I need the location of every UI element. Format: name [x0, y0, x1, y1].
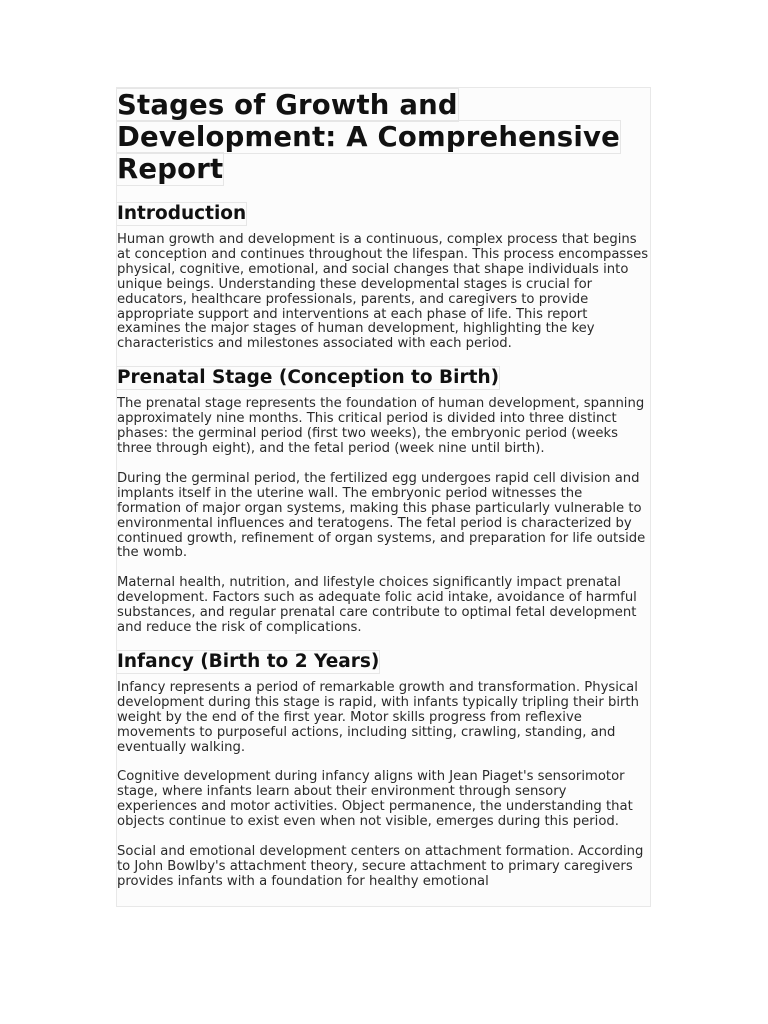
section-prenatal-stage [117, 367, 650, 636]
document-page [116, 87, 651, 907]
paragraph: Maternal health, nutrition, and lifestyle choices significantly impact prenatal development. Factors such as adequate folic acid intake, avoidance of harmful substances, and regular prenatal care contribute to optimal fetal development and reduce the risk of complications. [117, 575, 637, 636]
paragraph: Social and emotional development centers on attachment formation. According to John Bowlby's attachment theory, secure attachment to primary caregivers provides infants with a foundation for healthy emotional [117, 844, 644, 889]
document-title-line: Development: A Comprehensive [117, 121, 620, 153]
section-heading: Prenatal Stage (Conception to Birth) [117, 367, 500, 389]
section-heading: Infancy (Birth to 2 Years) [117, 650, 380, 672]
section-introduction [117, 203, 650, 352]
paragraph: Cognitive development during infancy aligns with Jean Piaget's sensorimotor stage, where infants learn about their environment through sensory experiences and motor activities. Object permanence, the understanding that objects continue to exist even when not visible, emerges during this period. [117, 769, 633, 830]
paragraph: The prenatal stage represents the foundation of human development, spanning approximately nine months. This critical period is divided into three distinct phases: the germinal period (first two weeks), the embryonic period (weeks three through eight), and the fetal period (week nine until birth). [117, 396, 645, 456]
section-heading: Introduction [117, 203, 247, 224]
document-title-line: Report [117, 153, 224, 185]
document-title [117, 89, 650, 185]
paragraph: During the germinal period, the fertilized egg undergoes rapid cell division and implants itself in the uterine wall. The embryonic period witnesses the formation of major organ systems, making this phase particularly vulnerable to environmental influences and teratogens. The fetal period is characterized by continued growth, refinement of organ systems, and preparation for life outside the womb. [117, 470, 646, 561]
paragraph: Infancy represents a period of remarkable growth and transformation. Physical development during this stage is rapid, with infants typically tripling their birth weight by the end of the first year. Motor skills progress from reflexive movements to purposeful actions, including sitting, crawling, standing, and eventually walking. [117, 679, 639, 755]
document-title-line: Stages of Growth and [117, 89, 458, 121]
section-infancy [117, 651, 650, 890]
paragraph: Human growth and development is a continuous, complex process that begins at conception and continues throughout the lifespan. This process encompasses physical, cognitive, emotional, and social changes that shape individuals into unique beings. Understanding these developmental stages is crucial for educators, healthcare professionals, parents, and caregivers to provide appropriate support and interventions at each phase of life. This report examines the major stages of human development, highlighting the key characteristics and milestones associated with each period. [117, 232, 649, 352]
